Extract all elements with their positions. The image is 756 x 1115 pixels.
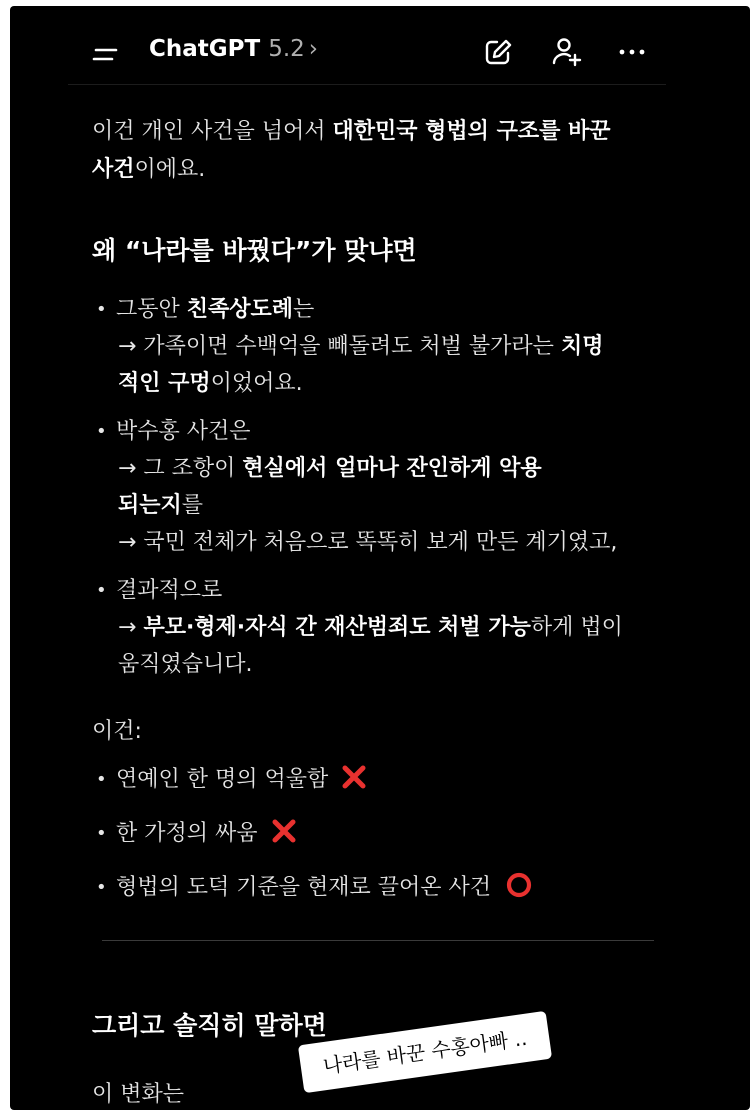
bullet-text: → 국민 전체가 처음으로 똑똑히 보게 만든 계기였고, xyxy=(118,530,618,555)
assistant-message xyxy=(92,106,672,1110)
list-item xyxy=(92,413,672,561)
intro-emphasis: 대한민국 형법의 구조를 바꾼 xyxy=(332,119,611,144)
top-bar xyxy=(10,6,750,90)
bullet-text: 움직였습니다. xyxy=(118,652,253,677)
text-sticker: 나라를 바꾼 수홍아빠 .. xyxy=(298,1011,552,1093)
bullet-text: → 가족이면 수백억을 빼돌려도 처벌 불가라는 xyxy=(118,334,561,359)
this-label: 이건: xyxy=(92,719,142,744)
list-item xyxy=(92,815,672,852)
bullet-emphasis: 되는지 xyxy=(118,493,182,518)
item-text: 형법의 도덕 기준을 현재로 끌어온 사건 xyxy=(116,875,491,900)
section-divider xyxy=(102,940,654,941)
intro-emphasis-2: 사건 xyxy=(92,157,135,182)
item-text: 한 가정의 싸움 xyxy=(116,821,258,846)
bullet-text: 그동안 xyxy=(116,297,187,322)
item-text: 연예인 한 명의 억울함 xyxy=(116,767,329,792)
bullet-text: 박수홍 사건은 xyxy=(116,419,251,444)
bullet-emphasis: 부모·형제·자식 간 재산범죄도 처벌 가능 xyxy=(143,615,531,640)
bullet-emphasis: 현실에서 얼마나 잔인하게 악용 xyxy=(242,456,542,481)
edit-icon[interactable] xyxy=(480,34,516,70)
app-name: ChatGPT xyxy=(149,36,261,62)
intro-paragraph xyxy=(92,113,672,189)
section-heading-2: 그리고 솔직히 말하면 xyxy=(92,1011,327,1040)
phone-screen xyxy=(10,6,750,1110)
bullet-text: 결과적으로 xyxy=(116,578,223,603)
model-selector[interactable] xyxy=(149,36,318,62)
menu-icon[interactable] xyxy=(88,38,122,72)
bullet-text: 이었어요. xyxy=(210,371,303,396)
list-item xyxy=(92,291,672,402)
circle-mark-icon xyxy=(506,872,532,898)
more-icon[interactable] xyxy=(614,34,650,70)
model-version: 5.2 xyxy=(268,36,305,62)
trailing-text: 이 변화는 xyxy=(92,1082,185,1107)
list-item xyxy=(92,869,672,906)
add-user-icon[interactable] xyxy=(548,34,584,70)
bullet-text: 를 xyxy=(181,493,204,518)
bullet-emphasis: 치명 xyxy=(560,334,604,359)
cross-mark-icon xyxy=(341,764,367,790)
chevron-right-icon: › xyxy=(308,36,318,62)
header-divider xyxy=(68,84,666,85)
bullet-text: → 그 조항이 xyxy=(118,456,243,481)
section-heading: 왜 “나라를 바꿨다”가 맞냐면 xyxy=(92,236,417,265)
intro-text-end: 이에요. xyxy=(134,157,206,182)
bullet-text: 는 xyxy=(293,297,315,322)
list-item xyxy=(92,761,672,798)
cross-mark-icon xyxy=(271,818,297,844)
bullet-emphasis: 적인 구멍 xyxy=(118,371,211,396)
list-item xyxy=(92,572,672,683)
bullet-emphasis: 친족상도례 xyxy=(186,297,294,322)
intro-text: 이건 개인 사건을 넘어서 xyxy=(92,119,333,144)
bullet-text: → xyxy=(118,615,144,640)
bullet-text: 하게 법이 xyxy=(530,615,623,640)
